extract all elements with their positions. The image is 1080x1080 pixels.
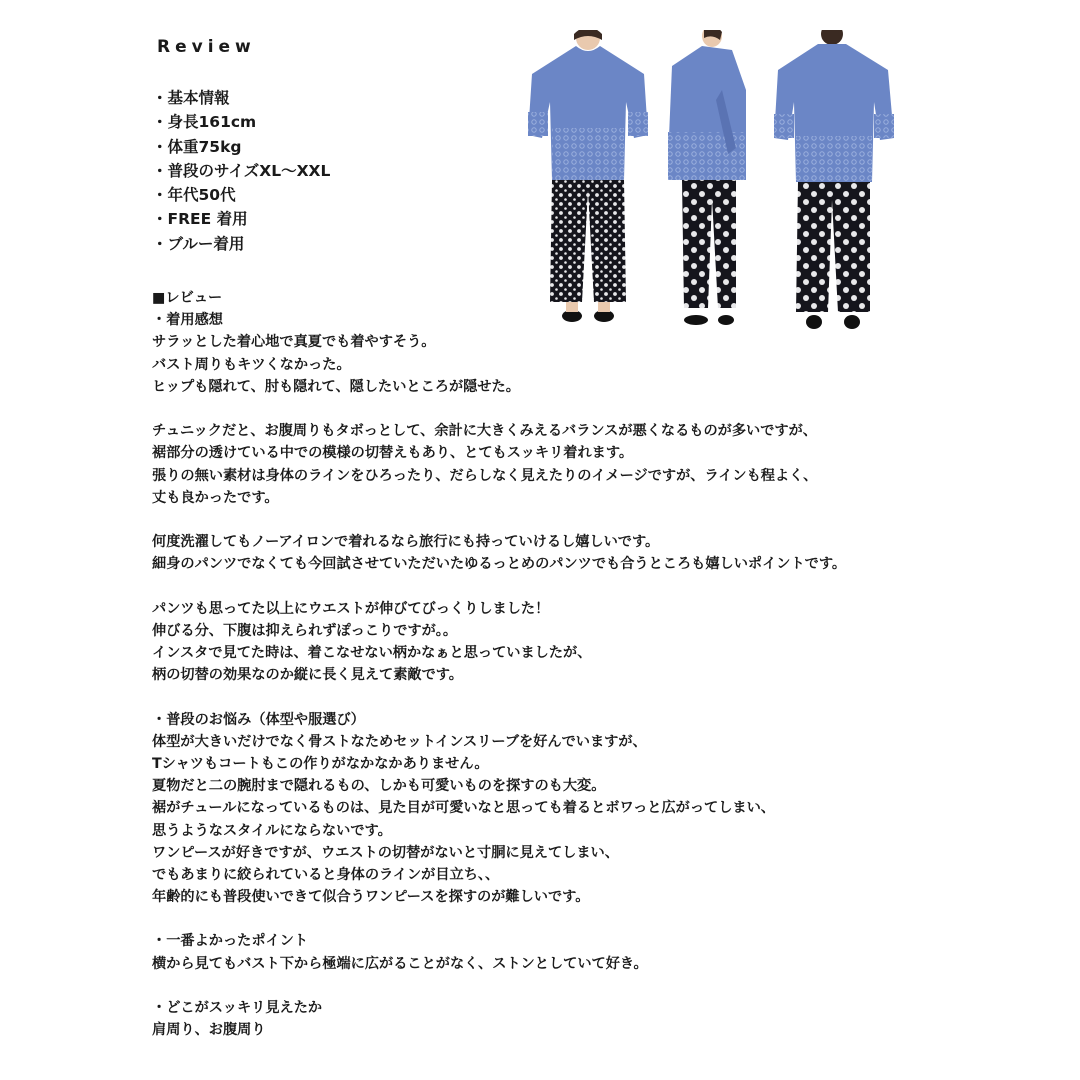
paragraph-gap	[152, 686, 932, 708]
review-section	[152, 287, 932, 1041]
review-line: 夏物だと二の腕肘まで隠れるもの、しかも可愛いものを探すのも大変。	[152, 778, 606, 795]
review-line: インスタで見てた時は、着こなせない柄かなぁと思っていましたが、	[152, 645, 592, 661]
review-line: 体型が大きいだけでなく骨ストなためセットインスリーブを好んでいますが、	[152, 733, 647, 750]
review-line: Tシャツもコートもこの作りがなかなかありません。	[152, 755, 489, 772]
info-item: ・身長161cm	[152, 113, 257, 132]
review-line: チュニックだと、お腹周りもタボっとして、余計に大きくみえるバランスが悪くなるものが多いですが、	[152, 423, 817, 440]
review-line: 柄の切替の効果なのか縦に長く見えて素敵です。	[152, 667, 463, 684]
model-side	[668, 30, 746, 325]
review-line: ・一番よかったポイント	[152, 933, 309, 950]
paragraph-gap	[152, 908, 932, 930]
review-body	[152, 309, 932, 1041]
paragraph-gap	[152, 398, 932, 420]
review-line: 伸びる分、下腹は抑えられずぽっこりですが。。	[152, 622, 458, 639]
review-line: 思うようなスタイルにならないです。	[152, 822, 392, 839]
review-line: 何度洗濯してもノーアイロンで着れるなら旅行にも持っていけるし嬉しいです。	[152, 534, 660, 551]
review-line: バスト周りもキツくなかった。	[152, 356, 351, 373]
review-line: 肩周り、お腹周り	[152, 1022, 266, 1039]
review-line: 張りの無い素材は身体のラインをひろったり、だらしなく見えたりのイメージですが、ラインも程よく、	[152, 467, 818, 484]
info-item: ・ブルー着用	[152, 234, 245, 253]
review-line: 横から見てもバスト下から極端に広がることがなく、ストンとしていて好き。	[152, 955, 648, 972]
review-line: ヒップも隠れて、肘も隠れて、隠したいところが隠せた。	[152, 378, 520, 395]
review-line: パンツも思ってた以上にウエストが伸びてびっくりしました！	[152, 600, 550, 617]
info-item: ・体重75kg	[152, 137, 242, 156]
basic-info-list	[152, 86, 330, 256]
model-front	[528, 30, 648, 322]
review-line: ワンピースが好きですが、ウエストの切替がないと寸胴に見えてしまい、	[152, 844, 619, 861]
review-line: サラッとした着心地で真夏でも着やすそう。	[152, 334, 436, 351]
page-title: Review	[157, 37, 256, 57]
paragraph-gap	[152, 509, 932, 531]
info-item: ・年代50代	[152, 186, 236, 205]
review-heading: ■レビュー	[152, 290, 223, 306]
paragraph-gap	[152, 575, 932, 597]
review-line: 年齢的にも普段使いできて似合うワンピースを探すのが難しいです。	[152, 889, 590, 906]
review-line: 裾部分の透けている中での模様の切替えもあり、とてもスッキリ着れます。	[152, 445, 634, 462]
review-line: ・普段のお悩み（体型や服選び）	[152, 711, 365, 728]
paragraph-gap	[152, 975, 932, 997]
review-line: でもあまりに絞られていると身体のラインが目立ち、、	[152, 866, 500, 883]
review-line: 細身のパンツでなくても今回試させていただいたゆるっとめのパンツでも合うところも嬉しいポイントです。	[152, 556, 847, 573]
review-line: ・着用感想	[152, 312, 223, 329]
info-item: ・FREE 着用	[152, 210, 248, 229]
model-back	[774, 30, 894, 329]
info-item: ・普段のサイズXL～XXL	[152, 161, 331, 180]
review-line: 丈も良かったです。	[152, 489, 279, 506]
review-line: 裾がチュールになっているものは、見た目が可愛いなと思っても着るとボワっと広がってしまい、	[152, 800, 775, 817]
review-line: ・どこがスッキリ見えたか	[152, 1000, 323, 1016]
info-item: ・基本情報	[152, 89, 230, 107]
